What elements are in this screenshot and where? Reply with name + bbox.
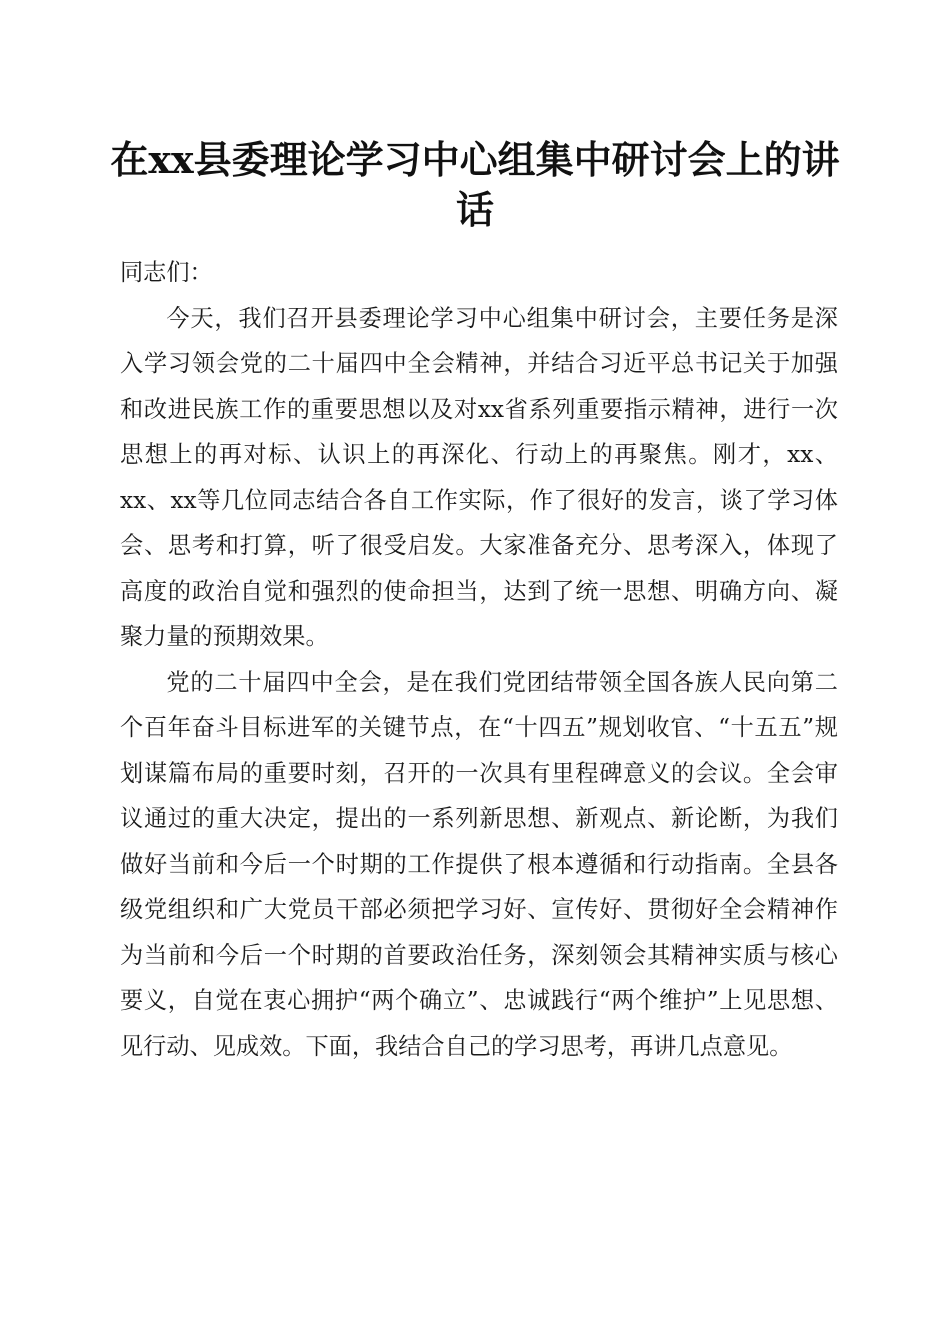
paragraph-1: 今天，我们召开县委理论学习中心组集中研讨会，主要任务是深入学习领会党的二十届四中全会精神，并结合习近平总书记关于加强和改进民族工作的重要思想以及对xx省系列重要指示精神，进行一次思想上的再对标、认识上的再深化、行动上的再聚焦。刚才，xx、xx、xx等几位同志结合各自工作实际，作了很好的发言，谈了学习体会、思考和打算，听了很受启发。大家准备充分、思考深入，体现了高度的政治自觉和强烈的使命担当，达到了统一思想、明确方向、凝聚力量的预期效果。 (120, 304, 838, 650)
salutation: 同志们： (120, 259, 213, 286)
paragraph-2: 党的二十届四中全会，是在我们党团结带领全国各族人民向第二个百年奋斗目标进军的关键节点，在“十四五”规划收官、“十五五”规划谋篇布局的重要时刻，召开的一次具有里程碑意义的会议。全会审议通过的重大决定，提出的一系列新思想、新观点、新论断，为我们做好当前和今后一个时期的工作提供了根本遵循和行动指南。全县各级党组织和广大党员干部必须把学习好、宣传好、贯彻好全会精神作为当前和今后一个时期的首要政治任务，深刻领会其精神实质与核心要义，自觉在衷心拥护“两个确立”、忠诚践行“两个维护”上见思想、见行动、见成效。下面，我结合自己的学习思考，再讲几点意见。 (120, 668, 838, 1060)
document-body (120, 250, 838, 1069)
document-title: 在xx县委理论学习中心组集中研讨会上的讲话 (110, 137, 840, 232)
